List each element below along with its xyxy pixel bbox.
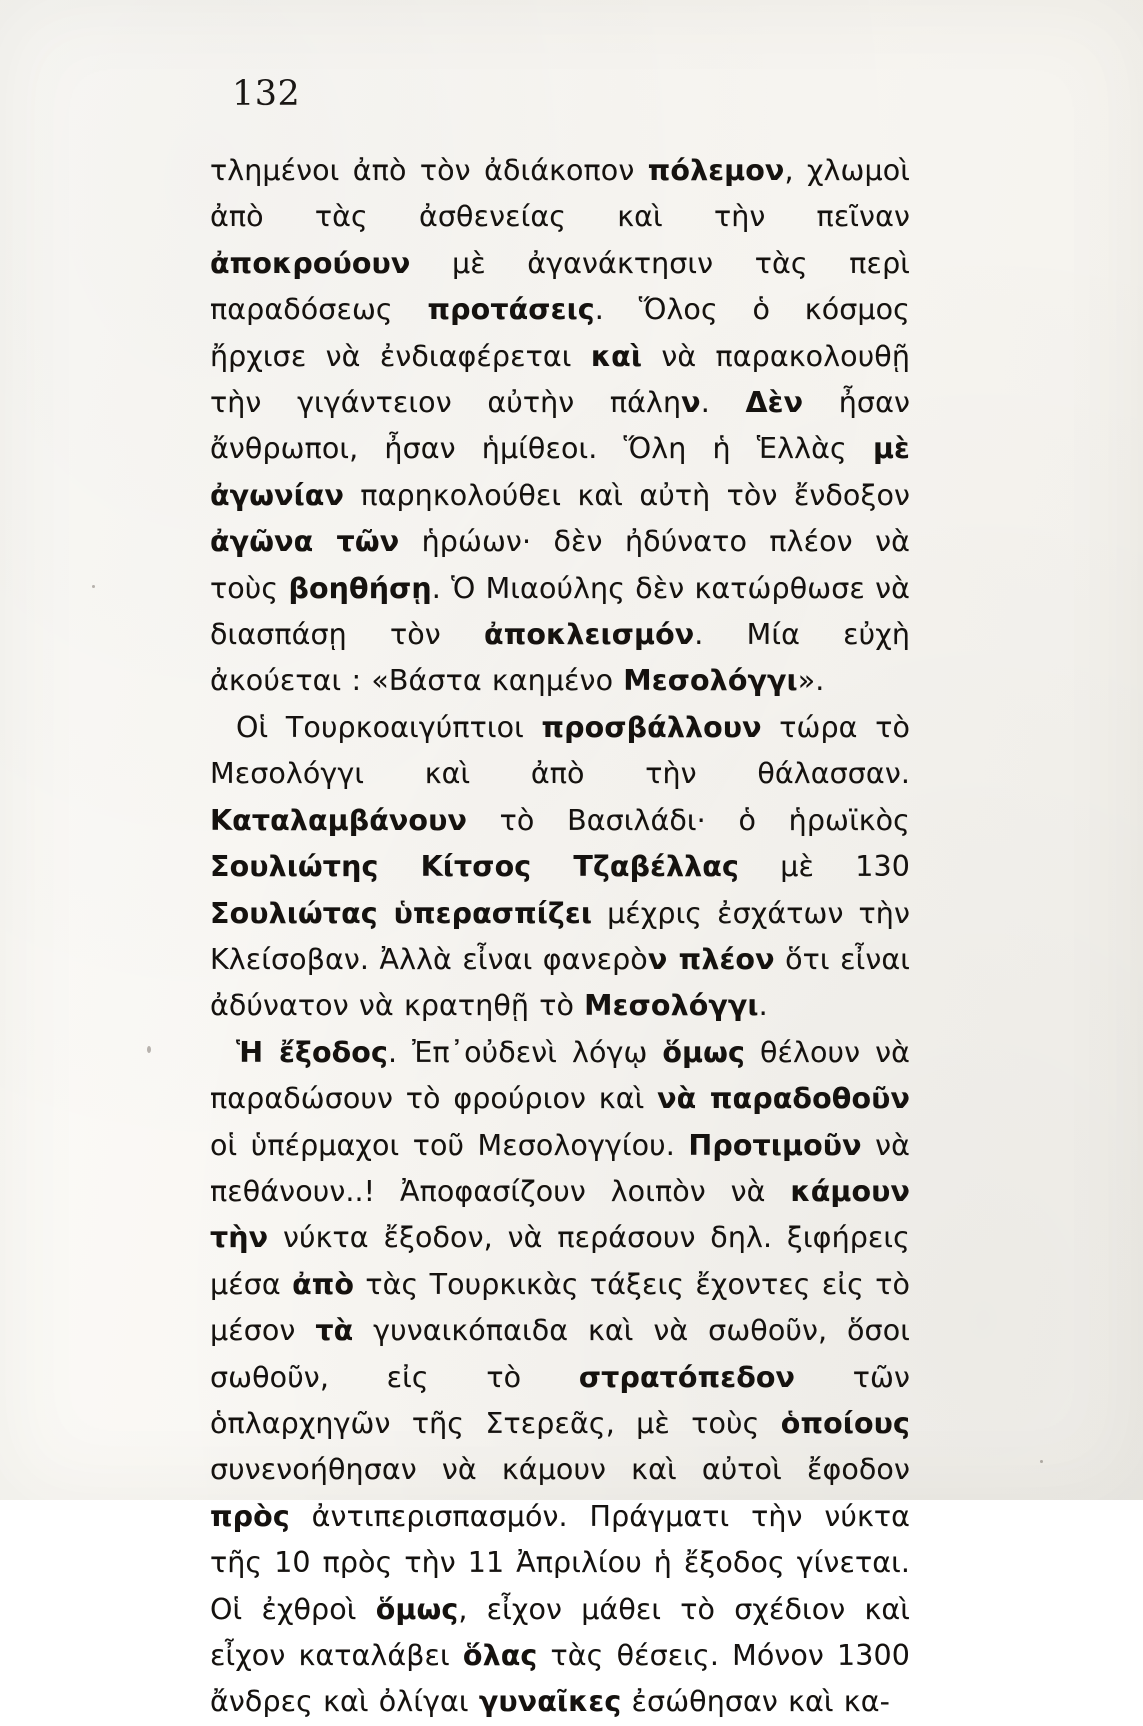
text-run: ἀντιπερισπασμόν. Πράγματι τὴν νύκτα τῆς 10 πρὸς τὴν 11 Ἀπριλίου ἡ ἔξοδος γίνεται. Οἱ ἐχθροὶ [210, 1499, 910, 1626]
emphasised-run: Ἡ ἔξοδος [236, 1035, 388, 1069]
emphasised-run: ὅμως [662, 1035, 745, 1069]
paragraph [210, 705, 910, 1030]
emphasised-run: κάμουν τὴν [210, 1174, 910, 1255]
emphasised-run: νὰ παραδοθοῦν [657, 1082, 910, 1116]
emphasised-run: ὅμως [375, 1592, 459, 1626]
emphasised-run: ἀγῶνα τῶν [210, 525, 400, 559]
emphasised-run: Δὲν [745, 386, 804, 420]
emphasised-run: ὁποίους [780, 1406, 910, 1440]
text-run: . Ὁ Μιαούλης δὲν κατώρθωσε νὰ διασπάσῃ τὸν [210, 571, 910, 652]
emphasised-run: Μεσολόγγι [623, 664, 798, 698]
paper-speck [147, 1046, 151, 1053]
text-run: παρηκολούθει καὶ αὐτὴ τὸν ἔνδοξον [343, 478, 910, 512]
text-run: νύκτα ἔξοδον, νὰ περάσουν δηλ. ξιφήρεις μέσα [210, 1221, 910, 1301]
text-run: ὅτι εἶναι ἀδύνατον νὰ κρατηθῇ τὸ [210, 942, 910, 1023]
text-run: . [758, 989, 768, 1023]
emphasised-run: μὲ ἀγωνίαν [210, 432, 910, 512]
emphasised-run: Καταλαμβάνουν [210, 803, 467, 837]
text-run: οἱ ὑπέρμαχοι τοῦ Μεσολογγίου. [210, 1128, 689, 1162]
text-run: . [700, 386, 746, 420]
text-run: ». [797, 664, 825, 698]
paragraph [210, 148, 910, 705]
paper-speck [92, 585, 95, 588]
text-run: Οἱ Τουρκοαιγύπτιοι [236, 710, 542, 744]
text-run: συνενοήθησαν νὰ κάμουν καὶ αὐτοὶ ἔφοδον [210, 1453, 910, 1487]
text-run: ἦσαν ἄνθρωποι, ἦσαν ἡμίθεοι. Ὅλη ἡ Ἑλλὰς [210, 386, 910, 466]
emphasised-run: Μεσολόγγι [584, 989, 759, 1023]
emphasised-run: προτάσεις [427, 293, 595, 327]
text-run: τώρα τὸ Μεσολόγγι καὶ ἀπὸ τὴν θάλασσαν. [210, 710, 910, 791]
text-run: , εἶχον μάθει τὸ σχέδιον καὶ εἶχον καταλάβει [210, 1592, 911, 1672]
emphasised-run: Προτιμοῦν [688, 1128, 862, 1162]
text-run: . Μία εὐχὴ ἀκούεται : «Βάστα καημένο [210, 618, 910, 698]
text-run: , χλωμοὶ ἀπὸ τὰς ἀσθενείας καὶ τὴν πεῖναν [210, 154, 910, 234]
text-run: ἐσώθησαν καὶ κα- [621, 1685, 890, 1719]
text-run: . Ὅλος ὁ κόσμος ἤρχισε νὰ ἐνδιαφέρεται [210, 293, 910, 373]
text-run: τὰς θέσεις. Μόνον 1300 ἄνδρες καὶ ὀλίγαι [210, 1639, 910, 1719]
emphasised-run: προσβάλλουν [541, 710, 762, 744]
emphasised-run: καὶ [590, 339, 643, 373]
emphasised-run: ἀπὸ [292, 1267, 355, 1301]
emphasised-run: πρὸς [210, 1499, 290, 1533]
emphasised-run: ν πλέον [647, 942, 775, 976]
emphasised-run: Σουλιώτης Κίτσος Τζαβέλλας [210, 850, 739, 884]
text-run: . Ἐπ᾽οὐδενὶ λόγῳ [387, 1035, 663, 1069]
text-run: τὸ Βασιλάδι· ὁ ἡρωϊκὸς [466, 803, 910, 837]
page-number: 132 [232, 74, 301, 114]
paper-speck [1040, 1460, 1043, 1463]
text-run: ἡρώων· δὲν ἠδύνατο πλέον νὰ τοὺς [210, 525, 911, 605]
text-run: μέχρις ἐσχάτων τὴν Κλείσοβαν. Ἀλλὰ εἶναι φανερὸ [210, 896, 910, 976]
emphasised-run: γυναῖκες [478, 1685, 622, 1719]
text-run: τλημένοι ἀπὸ τὸν ἀδιάκοπον [210, 154, 648, 187]
text-run: θέλουν νὰ παραδώσουν τὸ φρούριον καὶ [210, 1035, 910, 1116]
text-run: μὲ ἀγανάκτησιν τὰς περὶ παραδόσεως [210, 246, 910, 327]
text-run: νὰ παρακολουθῇ τὴν γιγάντειον αὐτὴν πάλη [210, 339, 910, 420]
emphasised-run: στρατόπεδον [578, 1360, 796, 1394]
text-run: μὲ 130 [738, 850, 910, 884]
text-run: νὰ πεθάνουν..! Ἀποφασίζουν λοιπὸν νὰ [210, 1128, 910, 1208]
text-run: τὰς Τουρκικὰς τάξεις ἔχοντες εἰς τὸ μέσον [210, 1267, 910, 1348]
emphasised-run: Σουλιώτας ὑπερασπίζει [210, 896, 593, 930]
text-block [210, 148, 910, 1726]
paragraph [210, 1030, 910, 1726]
emphasised-run: τὰ [315, 1314, 354, 1348]
emphasised-run: πόλεμον [647, 154, 785, 187]
emphasised-run: ὅλας [462, 1639, 538, 1672]
emphasised-run: ἀποκρούουν [210, 246, 411, 280]
emphasised-run: βοηθήσῃ [288, 571, 432, 605]
text-run: τῶν ὁπλαρχηγῶν τῆς Στερεᾶς, μὲ τοὺς [210, 1360, 910, 1440]
text-run: γυναικόπαιδα καὶ νὰ σωθοῦν, ὅσοι σωθοῦν, εἰς τὸ [210, 1314, 910, 1394]
emphasised-run: ἀποκλεισμόν [484, 618, 695, 652]
emphasised-run: ν [681, 386, 701, 420]
